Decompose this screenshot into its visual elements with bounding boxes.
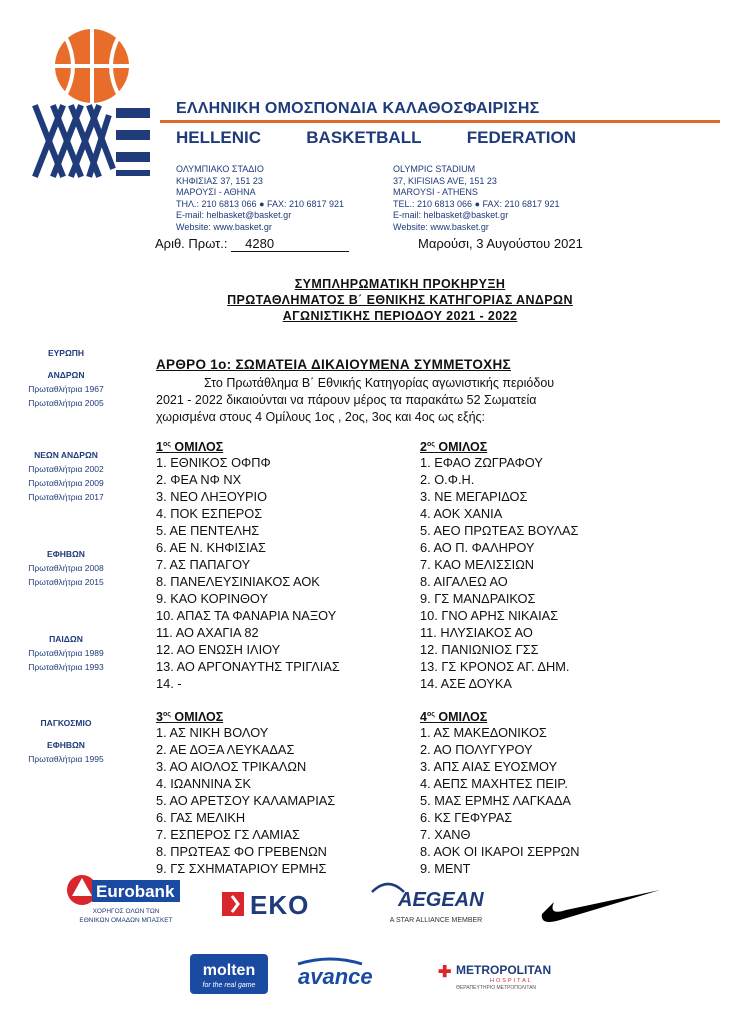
address-line: Website: www.basket.gr <box>176 221 272 232</box>
list-item: 3. ΝΕ ΜΕΓΑΡΙΔΟΣ <box>420 489 528 504</box>
group-title: $4^{o\varsigma}$ ΟΜΙΛΟΣ <box>420 710 488 724</box>
address-line: TEL.: 210 6813 066 ● FAX: 210 6817 921 <box>393 198 560 209</box>
list-item: 5. ΜΑΣ ΕΡΜΗΣ ΛΑΓΚΑΔΑ <box>420 793 571 808</box>
list-item: 7. ΚΑΟ ΜΕΛΙΣΣΙΩΝ <box>420 557 535 572</box>
address-line: OLYMPIC STADIUM <box>393 164 476 174</box>
sidebar-line: Πρωταθλήτρια 1989 <box>28 648 104 658</box>
sponsor-logos <box>0 866 729 1024</box>
eurobank-logo <box>67 875 180 924</box>
metropolitan-cross-icon: ✚ <box>438 964 452 981</box>
avance-wordmark: avance <box>298 964 373 989</box>
basketball-ball-icon <box>55 29 129 103</box>
sidebar-line: Πρωταθλήτρια 2008 <box>28 563 104 573</box>
sidebar-line: Πρωταθλήτρια 1995 <box>28 754 104 764</box>
list-item: 9. ΚΑΟ ΚΟΡΙΝΘΟΥ <box>156 591 268 606</box>
list-item: 4. ΑΕΠΣ ΜΑΧΗΤΕΣ ΠΕΙΡ. <box>420 776 568 791</box>
organization-name-english <box>176 128 576 148</box>
eko-wordmark: EKO <box>250 890 310 920</box>
group-title: $3^{o\varsigma}$ ΟΜΙΛΟΣ <box>156 710 224 724</box>
address-line: MAROYSI - ATHENS <box>393 187 478 198</box>
list-item: 4. ΠΟΚ ΕΣΠΕΡΟΣ <box>156 506 263 521</box>
address-line: ΤΗΛ.: 210 6813 066 ● FAX: 210 6817 921 <box>176 198 345 209</box>
team-list <box>420 724 579 877</box>
list-item: 14. - <box>156 676 182 691</box>
list-item: 14. ΑΣΕ ΔΟΥΚΑ <box>420 676 512 691</box>
group-title: $1^{o\varsigma}$ ΟΜΙΛΟΣ <box>156 440 224 454</box>
list-item: 9. ΜΕΝΤ <box>420 861 471 876</box>
list-item: 13. ΑΟ ΑΡΓΟΝΑΥΤΗΣ ΤΡΙΓΛΙΑΣ <box>156 659 340 674</box>
list-item: 8. ΠΡΩΤΕΑΣ ΦΟ ΓΡΕΒΕΝΩΝ <box>156 844 327 859</box>
address-line: ΜΑΡΟΥΣΙ - ΑΘΗΝΑ <box>176 187 256 198</box>
metropolitan-sub: HOSPITAL <box>490 978 533 984</box>
address-line: ΚΗΦΙΣΙΑΣ 37, 151 23 <box>176 175 263 186</box>
sidebar-line: Πρωταθλήτρια 2009 <box>28 478 104 488</box>
org-name-word-1: HELLENIC <box>176 128 261 147</box>
paragraph-line: 2021 - 2022 δικαιούνται να πάρουν μέρος τα παρακάτω 52 Σωματεία <box>156 393 537 407</box>
group-3 <box>156 710 335 877</box>
list-item: 5. ΑΕ ΠΕΝΤΕΛΗΣ <box>156 523 260 538</box>
address-line: E-mail: helbasket@basket.gr <box>393 210 509 221</box>
address-greek <box>176 164 344 234</box>
metropolitan-wordmark: METROPOLITAN <box>456 963 552 977</box>
title-line-2: ΠΡΩΤΑΘΛΗΜΑΤΟΣ Β΄ ΕΘΝΙΚΗΣ ΚΑΤΗΓΟΡΙΑΣ ΑΝΔΡΩΝ <box>227 293 573 307</box>
list-item: 11. ΑΟ ΑΧΑΓΙΑ 82 <box>156 625 259 640</box>
sidebar-heading: ΠΑΓΚΟΣΜΙΟ <box>40 718 92 728</box>
list-item: 3. ΝΕΟ ΛΗΞΟΥΡΙΟ <box>156 489 268 504</box>
list-item: 3. ΑΠΣ ΑΙΑΣ ΕΥΟΣΜΟΥ <box>420 759 558 774</box>
header-rule <box>160 120 720 123</box>
team-list <box>156 454 340 692</box>
sidebar-juniors <box>16 547 116 589</box>
eurobank-wordmark: Eurobank <box>96 882 175 901</box>
list-item: 4. ΑΟΚ ΧΑΝΙΑ <box>420 506 503 521</box>
address-english <box>393 164 560 234</box>
group-4 <box>420 710 579 877</box>
list-item: 1. ΑΣ ΜΑΚΕΔΟΝΙΚΟΣ <box>420 725 547 740</box>
metropolitan-logo <box>438 963 551 991</box>
document-date: Μαρούσι, 3 Αυγούστου 2021 <box>418 236 583 251</box>
metropolitan-sub2: ΘΕΡΑΠΕΥΤΗΡΙΟ ΜΕΤΡΟΠΟΛΙΤΑΝ <box>456 985 537 991</box>
eurobank-sub2: ΕΘΝΙΚΩΝ ΟΜΑΔΩΝ ΜΠΑΣΚΕΤ <box>79 917 173 924</box>
list-item: 7. ΑΣ ΠΑΠΑΓΟΥ <box>156 557 251 572</box>
list-item: 10. ΓΝΟ ΑΡΗΣ ΝΙΚΑΙΑΣ <box>420 608 559 623</box>
list-item: 12. ΠΑΝΙΩΝΙΟΣ ΓΣΣ <box>420 642 539 657</box>
sidebar-world <box>16 716 116 766</box>
list-item: 9. ΓΣ ΣΧΗΜΑΤΑΡΙΟΥ ΕΡΜΗΣ <box>156 861 327 876</box>
list-item: 9. ΓΣ ΜΑΝΔΡΑΙΚΟΣ <box>420 591 536 606</box>
sidebar-line: Πρωταθλήτρια 2015 <box>28 577 104 587</box>
article-paragraph <box>156 375 604 426</box>
list-item: 8. ΑΟΚ ΟΙ ΙΚΑΡΟΙ ΣΕΡΡΩΝ <box>420 844 580 859</box>
paragraph-line: χωρισμένα στους 4 Ομίλους 1ος , 2ος, 3ος και 4ος ως εξής: <box>156 410 486 424</box>
paragraph-line: Στο Πρωτάθλημα Β΄ Εθνικής Κατηγορίας αγωνιστικής περιόδου <box>204 376 555 390</box>
sidebar-line: Πρωταθλήτρια 1967 <box>28 384 104 394</box>
list-item: 2. Ο.Φ.Η. <box>420 472 475 487</box>
molten-logo <box>190 954 268 994</box>
list-item: 6. ΓΑΣ ΜΕΛΙΚΗ <box>156 810 246 825</box>
molten-wordmark: molten <box>202 962 256 979</box>
protocol-value: 4280 <box>245 236 275 251</box>
team-list <box>156 724 335 877</box>
group-title: $2^{o\varsigma}$ ΟΜΙΛΟΣ <box>420 440 488 454</box>
eurobank-sub1: ΧΟΡΗΓΟΣ ΟΛΩΝ ΤΩΝ <box>92 908 160 915</box>
list-item: 2. ΦΕΑ ΝΦ ΝΧ <box>156 472 242 487</box>
greek-flag-stripes-icon <box>116 108 150 176</box>
address-line: E-mail: helbasket@basket.gr <box>176 210 292 221</box>
list-item: 4. ΙΩΑΝΝΙΝΑ ΣΚ <box>156 776 251 791</box>
list-item: 11. ΗΛΥΣΙΑΚΟΣ ΑΟ <box>420 625 533 640</box>
organization-name-greek: ΕΛΛΗΝΙΚΗ ΟΜΟΣΠΟΝΔΙΑ ΚΑΛΑΘΟΣΦΑΙΡΙΣΗΣ <box>176 100 540 117</box>
list-item: 1. ΕΦΑΟ ΖΩΓΡΑΦΟΥ <box>420 455 543 470</box>
sidebar-line: Πρωταθλήτρια 2005 <box>28 398 104 408</box>
sidebar-heading: ΕΦΗΒΩΝ <box>47 549 85 559</box>
sidebar-line: Πρωταθλήτρια 2002 <box>28 464 104 474</box>
list-item: 2. ΑΟ ΠΟΛΥΓΥΡΟΥ <box>420 742 533 757</box>
org-name-word-2: BASKETBALL <box>306 128 422 147</box>
group-1 <box>156 440 340 692</box>
address-line: Website: www.basket.gr <box>393 221 489 232</box>
sidebar-heading: ΑΝΔΡΩΝ <box>47 370 85 380</box>
sidebar-boys <box>16 632 116 674</box>
list-item: 6. ΑΕ Ν. ΚΗΦΙΣΙΑΣ <box>156 540 266 555</box>
nike-swoosh-icon <box>542 890 660 922</box>
sidebar-heading: ΠΑΙΔΩΝ <box>49 634 83 644</box>
sidebar-heading: ΝΕΩΝ ΑΝΔΡΩΝ <box>34 450 98 460</box>
federation-logo <box>32 26 152 178</box>
sidebar-new-men <box>16 448 116 504</box>
aegean-wordmark: AEGEAN <box>398 889 484 911</box>
article-heading: ΑΡΘΡΟ 1ο: ΣΩΜΑΤΕΙΑ ΔΙΚΑΙΟΥΜΕΝΑ ΣΥΜΜΕΤΟΧΗΣ <box>156 357 511 372</box>
group-2 <box>420 440 578 692</box>
list-item: 12. ΑΟ ΕΝΩΣΗ ΙΛΙΟΥ <box>156 642 281 657</box>
protocol-label: Αριθ. Πρωτ.: <box>155 236 228 251</box>
protocol-number <box>155 236 349 252</box>
team-list <box>420 454 578 692</box>
list-item: 13. ΓΣ ΚΡΟΝΟΣ ΑΓ. ΔΗΜ. <box>420 659 570 674</box>
list-item: 2. ΑΕ ΔΟΞΑ ΛΕΥΚΑΔΑΣ <box>156 742 295 757</box>
basketball-net-icon <box>36 108 112 174</box>
sidebar-europe <box>16 346 116 410</box>
sidebar-line: Πρωταθλήτρια 1993 <box>28 662 104 672</box>
sidebar-line: Πρωταθλήτρια 2017 <box>28 492 104 502</box>
avance-logo <box>298 959 373 989</box>
molten-sub: for the real game <box>202 982 256 989</box>
list-item: 3. ΑΟ ΑΙΟΛΟΣ ΤΡΙΚΑΛΩΝ <box>156 759 307 774</box>
sidebar-heading: ΕΥΡΩΠΗ <box>47 348 85 358</box>
list-item: 8. ΠΑΝΕΛΕΥΣΙΝΙΑΚΟΣ ΑΟΚ <box>156 574 320 589</box>
aegean-logo <box>372 884 484 924</box>
title-line-1: ΣΥΜΠΛΗΡΩΜΑΤΙΚΗ ΠΡΟΚΗΡΥΞΗ <box>294 277 506 291</box>
list-item: 10. ΑΠΑΣ ΤΑ ΦΑΝΑΡΙΑ ΝΑΞΟΥ <box>156 608 337 623</box>
list-item: 7. ΕΣΠΕΡΟΣ ΓΣ ΛΑΜΙΑΣ <box>156 827 300 842</box>
address-line: ΟΛΥΜΠΙΑΚΟ ΣΤΑΔΙΟ <box>176 164 264 174</box>
list-item: 7. ΧΑΝΘ <box>420 827 471 842</box>
aegean-sub: A STAR ALLIANCE MEMBER <box>389 917 483 924</box>
list-item: 6. ΑΟ Π. ΦΑΛΗΡΟΥ <box>420 540 535 555</box>
sidebar-heading: ΕΦΗΒΩΝ <box>47 740 85 750</box>
list-item: 1. ΕΘΝΙΚΟΣ ΟΦΠΦ <box>156 455 271 470</box>
list-item: 6. ΚΣ ΓΕΦΥΡΑΣ <box>420 810 513 825</box>
org-name-word-3: FEDERATION <box>466 128 576 147</box>
list-item: 1. ΑΣ ΝΙΚΗ ΒΟΛΟΥ <box>156 725 269 740</box>
eko-logo <box>222 890 309 920</box>
address-line: 37, KIFISIAS AVE, 151 23 <box>393 175 497 186</box>
list-item: 5. ΑΕΟ ΠΡΩΤΕΑΣ ΒΟΥΛΑΣ <box>420 523 579 538</box>
list-item: 5. ΑΟ ΑΡΕΤΣΟΥ ΚΑΛΑΜΑΡΙΑΣ <box>156 793 336 808</box>
title-line-3: ΑΓΩΝΙΣΤΙΚΗΣ ΠΕΡΙΟΔΟΥ 2021 - 2022 <box>282 309 518 323</box>
list-item: 8. ΑΙΓΑΛΕΩ ΑΟ <box>420 574 508 589</box>
